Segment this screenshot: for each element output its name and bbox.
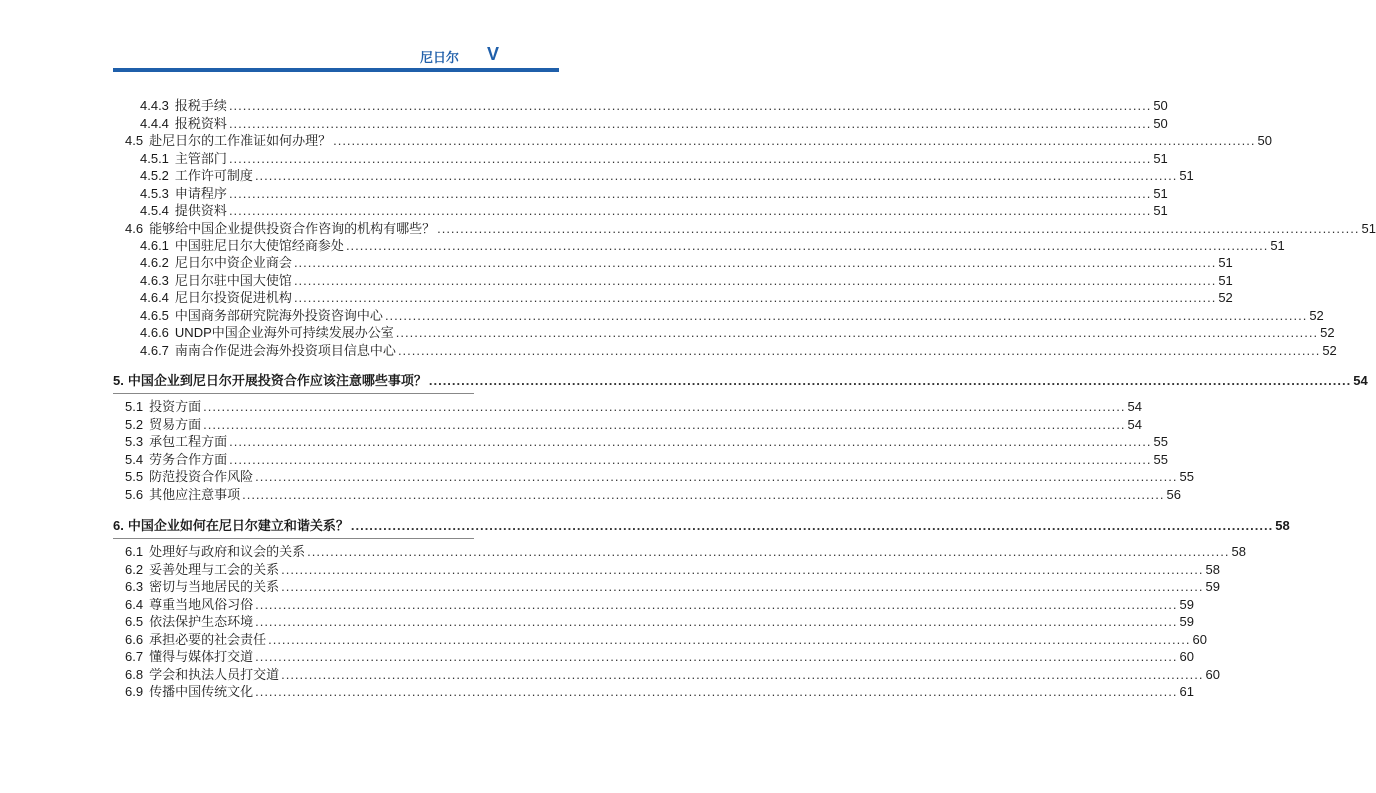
toc-entry-page: 54 xyxy=(1353,373,1368,388)
toc-leader: ........................................................................................................................................................................................................ xyxy=(293,290,1217,305)
toc-entry-page: 52 xyxy=(1218,290,1233,305)
toc-entry-title: 尊重当地风俗习俗 xyxy=(149,597,254,612)
toc-entry[interactable] xyxy=(125,468,1194,485)
toc-entry-title: 南南合作促进会海外投资项目信息中心 xyxy=(174,343,396,358)
toc-entry-page: 51 xyxy=(1153,186,1168,201)
toc-entry-title: 尼日尔投资促进机构 xyxy=(174,290,292,305)
toc-entry-page: 60 xyxy=(1205,667,1220,682)
toc-leader: ........................................................................................................................................................................................................ xyxy=(228,98,1152,113)
toc-entry[interactable] xyxy=(125,220,1376,237)
toc-leader: ........................................................................................................................................................................................................ xyxy=(437,221,1360,236)
toc-entry-title: 承担必要的社会责任 xyxy=(149,632,267,647)
toc-entry-page: 59 xyxy=(1179,597,1194,612)
toc-entry-title: 尼日尔驻中国大使馆 xyxy=(174,273,292,288)
toc-entry-title: 贸易方面 xyxy=(149,417,202,432)
toc-entry[interactable] xyxy=(125,666,1220,683)
toc-entry-number: 4.6.1 xyxy=(140,238,169,253)
toc-entry-title: 提供资料 xyxy=(174,203,227,218)
toc-entry-title: 报税手续 xyxy=(174,98,227,113)
toc-entry-number: 5.1 xyxy=(125,399,144,414)
toc-entry-title: 尼日尔中资企业商会 xyxy=(174,255,292,270)
toc-leader: ........................................................................................................................................................................................................ xyxy=(293,273,1217,288)
header-title: 尼日尔 xyxy=(420,50,460,65)
toc-entry[interactable] xyxy=(125,486,1181,503)
toc-leader: ........................................................................................................................................................................................................ xyxy=(254,168,1178,183)
toc-entry-number: 5.6 xyxy=(125,487,144,502)
toc-entry[interactable] xyxy=(140,289,1233,306)
toc-entry[interactable] xyxy=(125,416,1142,433)
toc-entry-number: 6. xyxy=(113,518,124,533)
toc-leader: ........................................................................................................................................................................................................ xyxy=(228,186,1152,201)
toc-entry-title: 报税资料 xyxy=(174,116,227,131)
chapter-divider xyxy=(113,538,474,539)
toc-entry-number: 4.5.4 xyxy=(140,203,169,218)
toc-entry-page: 51 xyxy=(1179,168,1194,183)
toc-entry-number: 6.5 xyxy=(125,614,144,629)
toc-leader: ........................................................................................................................................................................................................ xyxy=(384,308,1308,323)
toc-entry[interactable] xyxy=(125,433,1168,450)
toc-leader: ........................................................................................................................................................................................................ xyxy=(255,684,1178,699)
toc-leader: ........................................................................................................................................................................................................ xyxy=(255,469,1178,484)
toc-entry-page: 51 xyxy=(1270,238,1285,253)
toc-entry-number: 6.2 xyxy=(125,562,144,577)
toc-entry-number: 6.1 xyxy=(125,544,144,559)
toc-entry-number: 6.3 xyxy=(125,579,144,594)
toc-leader: ........................................................................................................................................................................................................ xyxy=(229,452,1152,467)
toc-leader: ........................................................................................................................................................................................................ xyxy=(395,325,1319,340)
toc-entry-number: 4.6.3 xyxy=(140,273,169,288)
toc-entry-page: 55 xyxy=(1153,434,1168,449)
toc-leader: ........................................................................................................................................................................................................ xyxy=(333,133,1256,148)
toc-leader: ........................................................................................................................................................................................................ xyxy=(255,597,1178,612)
toc-entry-page: 50 xyxy=(1153,116,1168,131)
toc-entry[interactable] xyxy=(125,561,1220,578)
toc-leader: ........................................................................................................................................................................................................ xyxy=(345,238,1269,253)
toc-entry-page: 61 xyxy=(1179,684,1194,699)
toc-entry-page: 59 xyxy=(1205,579,1220,594)
toc-leader: ........................................................................................................................................................................................................ xyxy=(307,544,1230,559)
toc-chapter[interactable] xyxy=(113,372,1368,389)
toc-entry[interactable] xyxy=(140,185,1168,202)
toc-entry-page: 52 xyxy=(1322,343,1337,358)
toc-entry[interactable] xyxy=(140,342,1337,359)
toc-entry-title: 处理好与政府和议会的关系 xyxy=(149,544,306,559)
toc-entry-page: 56 xyxy=(1166,487,1181,502)
header-page-number: V xyxy=(487,44,500,64)
toc-leader: ........................................................................................................................................................................................................ xyxy=(228,116,1152,131)
toc-entry-number: 5.4 xyxy=(125,452,144,467)
toc-entry-number: 4.6 xyxy=(125,221,144,236)
toc-entry-number: 4.6.4 xyxy=(140,290,169,305)
toc-entry-number: 4.4.4 xyxy=(140,116,169,131)
toc-entry[interactable] xyxy=(125,451,1168,468)
toc-entry-number: 5.2 xyxy=(125,417,144,432)
toc-entry-number: 4.6.6 xyxy=(140,325,169,340)
toc-entry-page: 52 xyxy=(1309,308,1324,323)
toc-entry-title: 懂得与媒体打交道 xyxy=(149,649,254,664)
toc-entry[interactable] xyxy=(140,254,1233,271)
toc-entry-page: 51 xyxy=(1218,273,1233,288)
toc-entry[interactable] xyxy=(125,398,1142,415)
toc-entry-number: 5.3 xyxy=(125,434,144,449)
toc-entry-page: 51 xyxy=(1361,221,1376,236)
toc-entry-number: 6.4 xyxy=(125,597,144,612)
toc-entry-title: 赴尼日尔的工作准证如何办理？ xyxy=(149,133,332,148)
toc-entry[interactable] xyxy=(140,237,1285,254)
toc-entry-page: 58 xyxy=(1275,518,1290,533)
toc-leader: ........................................................................................................................................................................................................ xyxy=(350,518,1274,533)
toc-entry-number: 4.5.3 xyxy=(140,186,169,201)
toc-entry[interactable] xyxy=(140,167,1194,184)
toc-entry-title: 中国商务部研究院海外投资咨询中心 xyxy=(174,308,383,323)
toc-entry-page: 54 xyxy=(1127,417,1142,432)
toc-entry-number: 5.5 xyxy=(125,469,144,484)
toc-entry-number: 6.6 xyxy=(125,632,144,647)
toc-entry-page: 59 xyxy=(1179,614,1194,629)
toc-entry-page: 51 xyxy=(1218,255,1233,270)
toc-entry[interactable] xyxy=(140,97,1168,114)
toc-entry-number: 4.4.3 xyxy=(140,98,169,113)
toc-entry[interactable] xyxy=(125,596,1194,613)
toc-entry[interactable] xyxy=(125,543,1246,560)
toc-entry-page: 54 xyxy=(1127,399,1142,414)
toc-entry-number: 4.5.2 xyxy=(140,168,169,183)
toc-entry-title: 密切与当地居民的关系 xyxy=(149,579,280,594)
toc-entry[interactable] xyxy=(140,115,1168,132)
toc-entry-title: 中国驻尼日尔大使馆经商参处 xyxy=(174,238,344,253)
toc-entry-number: 6.7 xyxy=(125,649,144,664)
toc-entry-title: 工作许可制度 xyxy=(174,168,253,183)
toc-entry-title: 中国企业如何在尼日尔建立和谐关系？ xyxy=(127,518,349,533)
toc-leader: ........................................................................................................................................................................................................ xyxy=(397,343,1321,358)
toc-entry-page: 58 xyxy=(1231,544,1246,559)
toc-leader: ........................................................................................................................................................................................................ xyxy=(255,649,1178,664)
toc-entry-title: 能够给中国企业提供投资合作咨询的机构有哪些？ xyxy=(149,221,436,236)
toc-leader: ........................................................................................................................................................................................................ xyxy=(203,417,1126,432)
toc-leader: ........................................................................................................................................................................................................ xyxy=(203,399,1126,414)
toc-entry[interactable] xyxy=(140,202,1168,219)
toc-entry-page: 60 xyxy=(1179,649,1194,664)
toc-entry-title: 劳务合作方面 xyxy=(149,452,228,467)
toc-entry-title: 传播中国传统文化 xyxy=(149,684,254,699)
toc-entry[interactable] xyxy=(140,307,1324,324)
toc-entry-title: 中国企业到尼日尔开展投资合作应该注意哪些事项？ xyxy=(127,373,427,388)
toc-entry[interactable] xyxy=(140,150,1168,167)
toc-leader: ........................................................................................................................................................................................................ xyxy=(428,373,1352,388)
toc-entry-page: 55 xyxy=(1153,452,1168,467)
toc-leader: ........................................................................................................................................................................................................ xyxy=(228,151,1152,166)
toc-entry-page: 60 xyxy=(1192,632,1207,647)
toc-entry-title: 依法保护生态环境 xyxy=(149,614,254,629)
toc-entry[interactable] xyxy=(125,613,1194,630)
toc-entry-number: 4.6.2 xyxy=(140,255,169,270)
toc-entry[interactable] xyxy=(140,324,1335,341)
toc-leader: ........................................................................................................................................................................................................ xyxy=(281,562,1204,577)
toc-entry-title: 投资方面 xyxy=(149,399,202,414)
toc-entry[interactable] xyxy=(125,631,1207,648)
toc-entry-page: 55 xyxy=(1179,469,1194,484)
toc-leader: ........................................................................................................................................................................................................ xyxy=(268,632,1191,647)
toc-entry-number: 4.5 xyxy=(125,133,144,148)
toc-entry-number: 4.6.5 xyxy=(140,308,169,323)
toc-entry-page: 51 xyxy=(1153,203,1168,218)
toc-leader: ........................................................................................................................................................................................................ xyxy=(255,614,1178,629)
chapter-divider xyxy=(113,393,474,394)
toc-entry-number: 4.5.1 xyxy=(140,151,169,166)
toc-entry[interactable] xyxy=(125,132,1272,149)
toc-entry-page: 58 xyxy=(1205,562,1220,577)
toc-entry-title: UNDP中国企业海外可持续发展办公室 xyxy=(174,325,394,340)
toc-entry[interactable] xyxy=(125,648,1194,665)
toc-entry-title: 妥善处理与工会的关系 xyxy=(149,562,280,577)
header-rule xyxy=(113,68,559,72)
toc-entry-title: 其他应注意事项 xyxy=(149,487,241,502)
toc-entry-page: 52 xyxy=(1320,325,1335,340)
toc-entry-page: 50 xyxy=(1153,98,1168,113)
toc-leader: ........................................................................................................................................................................................................ xyxy=(229,434,1152,449)
toc-leader: ........................................................................................................................................................................................................ xyxy=(228,203,1152,218)
toc-entry-number: 4.6.7 xyxy=(140,343,169,358)
toc-entry-title: 申请程序 xyxy=(174,186,227,201)
toc-entry-title: 承包工程方面 xyxy=(149,434,228,449)
toc-entry-title: 防范投资合作风险 xyxy=(149,469,254,484)
toc-entry[interactable] xyxy=(140,272,1233,289)
toc-entry-title: 学会和执法人员打交道 xyxy=(149,667,280,682)
toc-entry-number: 6.8 xyxy=(125,667,144,682)
toc-entry[interactable] xyxy=(125,578,1220,595)
toc-entry-title: 主管部门 xyxy=(174,151,227,166)
toc-leader: ........................................................................................................................................................................................................ xyxy=(242,487,1165,502)
toc-chapter[interactable] xyxy=(113,517,1290,534)
toc-leader: ........................................................................................................................................................................................................ xyxy=(281,667,1204,682)
toc-entry-number: 6.9 xyxy=(125,684,144,699)
toc-leader: ........................................................................................................................................................................................................ xyxy=(281,579,1204,594)
toc-entry-number: 5. xyxy=(113,373,124,388)
toc-entry-page: 50 xyxy=(1257,133,1272,148)
toc-entry[interactable] xyxy=(125,683,1194,700)
toc-entry-page: 51 xyxy=(1153,151,1168,166)
toc-leader: ........................................................................................................................................................................................................ xyxy=(293,255,1217,270)
